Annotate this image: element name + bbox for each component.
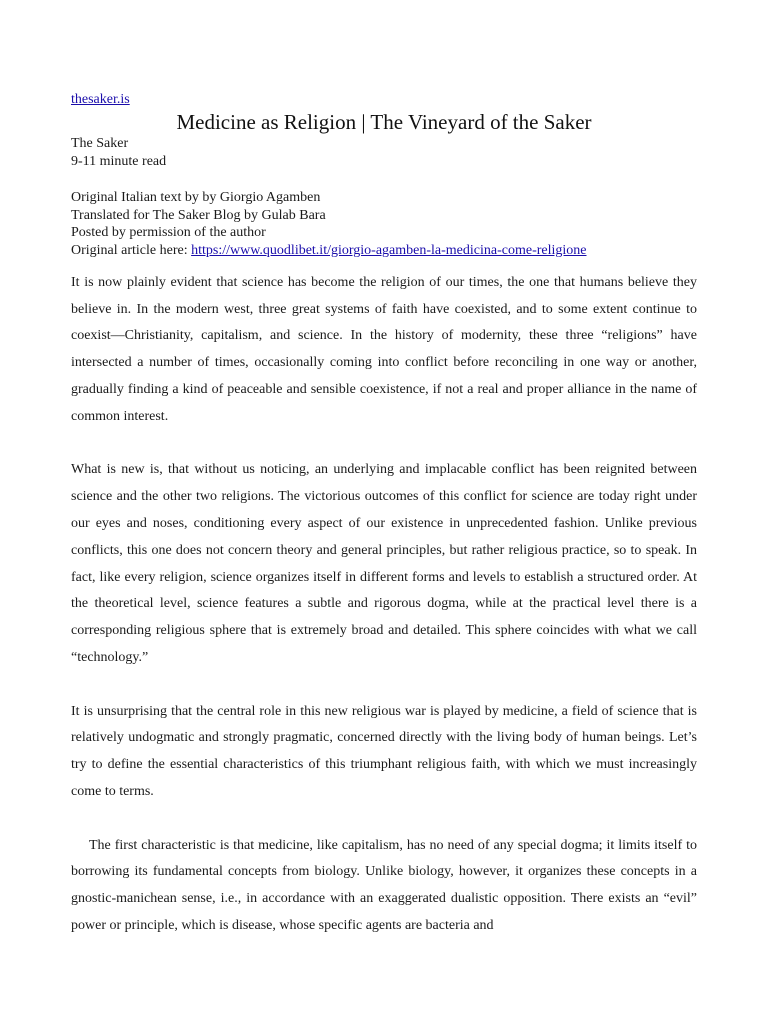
page-title: Medicine as Religion | The Vineyard of the Saker bbox=[176, 110, 592, 134]
source-site-link[interactable]: thesaker.is bbox=[71, 92, 130, 107]
body-paragraph: It is now plainly evident that science has become the religion of our times, the one that humans believe they believe in. In the modern west, three great systems of faith have coexisted, and to some extent continue to coexist—Christianity, capitalism, and science. In the history of modernity, these three “religions” have intersected a number of times, occasionally coming into conflict before reconciling in one way or another, gradually finding a kind of peaceable and sensible coexistence, if not a real and proper alliance in the name of common interest. bbox=[71, 274, 697, 424]
credit-permission: Posted by permission of the author bbox=[71, 225, 266, 241]
document-page bbox=[71, 91, 697, 940]
body-paragraph: The first characteristic is that medicine, like capitalism, has no need of any special dogma; it limits itself to borrowing its fundamental concepts from biology. Unlike biology, however, it organizes these concepts in a gnostic-manichean sense, i.e., in accordance with an exaggerated dualistic opposition. There exists an “evil” power or principle, which is disease, whose specific agents are bacteria and bbox=[71, 837, 697, 933]
credit-original-text: Original Italian text by by Giorgio Agamben bbox=[71, 190, 321, 205]
credit-original-article bbox=[71, 242, 697, 260]
read-time: 9-11 minute read bbox=[71, 154, 167, 169]
credit-translation: Translated for The Saker Blog by Gulab Bara bbox=[71, 207, 326, 223]
credits-block bbox=[71, 189, 697, 260]
body-paragraph: What is new is, that without us noticing, an underlying and implacable conflict has been reignited between science and the other two religions. The victorious outcomes of this conflict for science are today right under our eyes and noses, conditioning every aspect of our existence in unprecedented fashion. Unlike previous conflicts, this one does not concern theory and general principles, but rather religious practice, so to speak. In fact, like every religion, science organizes itself in different forms and levels to establish a structured order. At the theoretical level, science features a subtle and rigorous dogma, while at the practical level there is a corresponding religious sphere that is extremely broad and detailed. This sphere coincides with what we call “technology.” bbox=[71, 462, 697, 665]
body-paragraph: It is unsurprising that the central role in this new religious war is played by medicine, a field of science that is relatively undogmatic and strongly pragmatic, concerned directly with the living body of human beings. Let’s try to define the essential characteristics of this triumphant religious faith, with which we must increasingly come to terms. bbox=[71, 703, 697, 799]
author-name: The Saker bbox=[71, 136, 129, 151]
original-article-link[interactable]: https://www.quodlibet.it/giorgio-agamben-la-medicina-come-religione bbox=[191, 243, 587, 259]
article-link-prefix: Original article here: bbox=[71, 243, 192, 259]
article-body bbox=[71, 270, 697, 940]
